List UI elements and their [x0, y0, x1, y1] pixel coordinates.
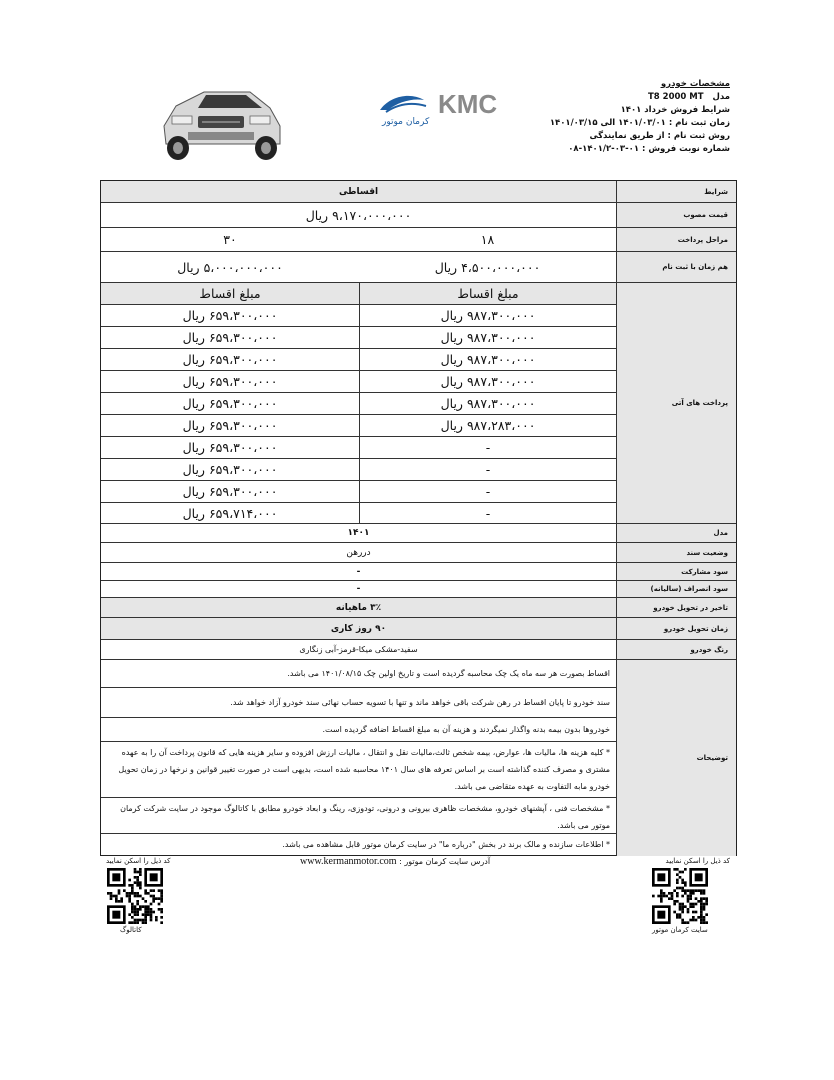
pickup-truck-image	[158, 86, 286, 164]
conditions-label: شرایط	[616, 181, 736, 202]
notes-label: توضیحات	[616, 660, 736, 856]
scan-right-text: کد ذیل را اسکن نمایید	[665, 857, 730, 865]
future-label: پرداخت های آتی	[616, 283, 736, 523]
spec-title: مشخصات خودرو	[660, 79, 730, 89]
model-value: T8 2000 MT	[648, 92, 704, 102]
stages-label: مراحل پرداخت	[616, 228, 736, 251]
row-delivery	[101, 618, 736, 640]
partnership-label: سود مشارکت	[616, 563, 736, 580]
prepay-label: هم زمان با ثبت نام	[616, 252, 736, 282]
installment-18-cell: ۹۸۷،۳۰۰،۰۰۰ ریال	[359, 305, 616, 327]
stages-18: ۱۸	[480, 232, 495, 247]
row-price	[101, 203, 736, 228]
installment-30-cell: ۶۵۹،۳۰۰،۰۰۰ ریال	[101, 459, 359, 481]
scan-left-text: کد ذیل را اسکن نمایید	[106, 857, 171, 865]
installment-30-cell: ۶۵۹،۳۰۰،۰۰۰ ریال	[101, 371, 359, 393]
note-4: * کلیه هزینه ها، مالیات ها، عوارض، بیمه شخص ثالث،مالیات نقل و انتقال ، مالیات ارزش افزوده و سایر هزینه هایی که قانون پرداخت آن را به عهده مشتری و مصرف کننده گذاشته است بر اساس تعرفه های سال ۱۴۰۱ محاسبه شده است، بدیهی است در صورت تغییر قوانین و نرخها در زمان تحویل خودرو مابه التفاوت به عهده متقاضی می باشد.	[101, 742, 616, 798]
installment-18-cell: -	[359, 481, 616, 503]
prepay-30: ۵،۰۰۰،۰۰۰،۰۰۰ ریال	[177, 259, 283, 275]
kmc-logo-persian: کرمان موتور	[382, 117, 430, 127]
row-stages	[101, 228, 736, 252]
qr-site-caption: سایت کرمان موتور	[652, 926, 708, 934]
qr-code-site[interactable]	[652, 868, 708, 924]
row-conditions	[101, 181, 736, 203]
doc-label: وضعیت سند	[616, 543, 736, 562]
note-3: خودروها بدون بیمه بدنه واگذار نمیگردند و هزینه آن به مبلغ اقساط اضافه گردیده است.	[101, 718, 616, 742]
installment-30-cell: ۶۵۹،۷۱۴،۰۰۰ ریال	[182, 505, 278, 521]
kmc-logo-graphic	[376, 88, 502, 128]
installment-18-cell: ۹۸۷،۳۰۰،۰۰۰ ریال	[359, 371, 616, 393]
qr-catalog-caption: کاتالوگ	[120, 926, 142, 934]
row-cancel	[101, 581, 736, 598]
installment-30-cell: ۶۵۹،۳۰۰،۰۰۰ ریال	[101, 415, 359, 437]
note-2: سند خودرو تا پایان اقساط در رهن شرکت باقی خواهد ماند و تنها با تسویه حساب نهائی سند خودرو آزاد خواهد شد.	[101, 688, 616, 718]
row-year	[101, 524, 736, 543]
row-partnership	[101, 563, 736, 581]
installment-18-cell: -	[359, 459, 616, 481]
row-doc	[101, 543, 736, 563]
registration-time: زمان ثبت نام : ۱۴۰۱/۰۳/۰۱ الی ۱۴۰۱/۰۳/۱۵	[549, 118, 730, 128]
partnership-value: -	[356, 566, 361, 577]
kmc-logo	[376, 88, 502, 128]
installment-18-cell: -	[359, 503, 616, 523]
row-notes	[101, 660, 736, 856]
price-value: ۹،۱۷۰،۰۰۰،۰۰۰ ریال	[305, 207, 412, 223]
stages-30: ۳۰	[223, 232, 237, 247]
installment-30-cell: ۶۵۹،۳۰۰،۰۰۰ ریال	[101, 481, 359, 503]
registration-method: روش ثبت نام : از طریق نمایندگی	[589, 131, 730, 141]
year-label: مدل	[616, 524, 736, 542]
kmc-logo-text: KMC	[438, 89, 498, 119]
installment-18-cell: ۹۸۷،۲۸۳،۰۰۰ ریال	[359, 415, 616, 437]
color-value: سفید-مشکی میکا-قرمز-آبی زنگاری	[299, 645, 418, 654]
delivery-value: ۹۰ روز کاری	[101, 618, 616, 639]
site-address-label: آدرس سایت کرمان موتور :	[399, 857, 491, 866]
price-label: قیمت مصوب	[616, 203, 736, 227]
model-label: مدل	[712, 92, 730, 102]
delay-value: ۳٪ ماهیانه	[101, 598, 616, 617]
site-address	[300, 856, 490, 867]
prepay-18: ۴،۵۰۰،۰۰۰،۰۰۰ ریال	[434, 259, 541, 275]
installment-18-cell: -	[359, 437, 616, 459]
installment-18-cell: ۹۸۷،۳۰۰،۰۰۰ ریال	[359, 393, 616, 415]
cancel-value: -	[356, 584, 361, 594]
installment-18-cell: ۹۸۷،۳۰۰،۰۰۰ ریال	[359, 349, 616, 371]
installment-30-cell: ۶۵۹،۳۰۰،۰۰۰ ریال	[101, 349, 359, 371]
delay-label: تاخیر در تحویل خودرو	[616, 598, 736, 617]
site-url[interactable]: www.kermanmotor.com	[300, 856, 397, 867]
row-prepay	[101, 252, 736, 283]
doc-value: دررهن	[346, 547, 371, 558]
model-line	[490, 91, 730, 104]
qr-code-catalog[interactable]	[107, 868, 163, 924]
pricing-table	[100, 180, 737, 856]
installment-30-cell: ۶۵۹،۳۰۰،۰۰۰ ریال	[101, 437, 359, 459]
cancel-label: سود انصراف (سالیانه)	[616, 581, 736, 597]
installment-30-cell: ۶۵۹،۳۰۰،۰۰۰ ریال	[101, 305, 359, 327]
inst-header-30: مبلغ اقساط	[101, 283, 359, 305]
year-value: ۱۴۰۱	[347, 528, 370, 538]
note-1: اقساط بصورت هر سه ماه یک چک محاسبه گردیده است و تاریخ اولین چک ۱۴۰۱/۰۸/۱۵ می باشد.	[101, 660, 616, 688]
sale-conditions: شرایط فروش خرداد ۱۴۰۱	[620, 105, 730, 115]
conditions-value: اقساطی	[101, 181, 616, 202]
color-label: رنگ خودرو	[616, 640, 736, 659]
row-color	[101, 640, 736, 660]
installment-30-cell: ۶۵۹،۳۰۰،۰۰۰ ریال	[101, 393, 359, 415]
vehicle-spec-header	[490, 78, 730, 156]
installment-18-cell: ۹۸۷،۳۰۰،۰۰۰ ریال	[359, 327, 616, 349]
note-6: * اطلاعات سازنده و مالک برند در بخش "درباره ما" در سایت کرمان موتور قابل مشاهده می باشد.	[282, 840, 610, 849]
row-delay	[101, 598, 736, 618]
inst-header-18: مبلغ اقساط	[359, 283, 616, 305]
installment-30-cell: ۶۵۹،۳۰۰،۰۰۰ ریال	[101, 327, 359, 349]
delivery-label: زمان تحویل خودرو	[616, 618, 736, 639]
note-5: * مشخصات فنی ، آپشنهای خودرو، مشخصات ظاهری بیرونی و درونی، تودوزی، رینگ و ابعاد خودرو مطابق با کاتالوگ موجود در سایت شرکت کرمان موتور می باشد.	[101, 798, 616, 834]
row-future-payments	[101, 283, 736, 524]
sale-number: شماره نوبت فروش : ۰۱-۰۳-۱۴۰۱/۲-۰۸	[568, 144, 730, 154]
